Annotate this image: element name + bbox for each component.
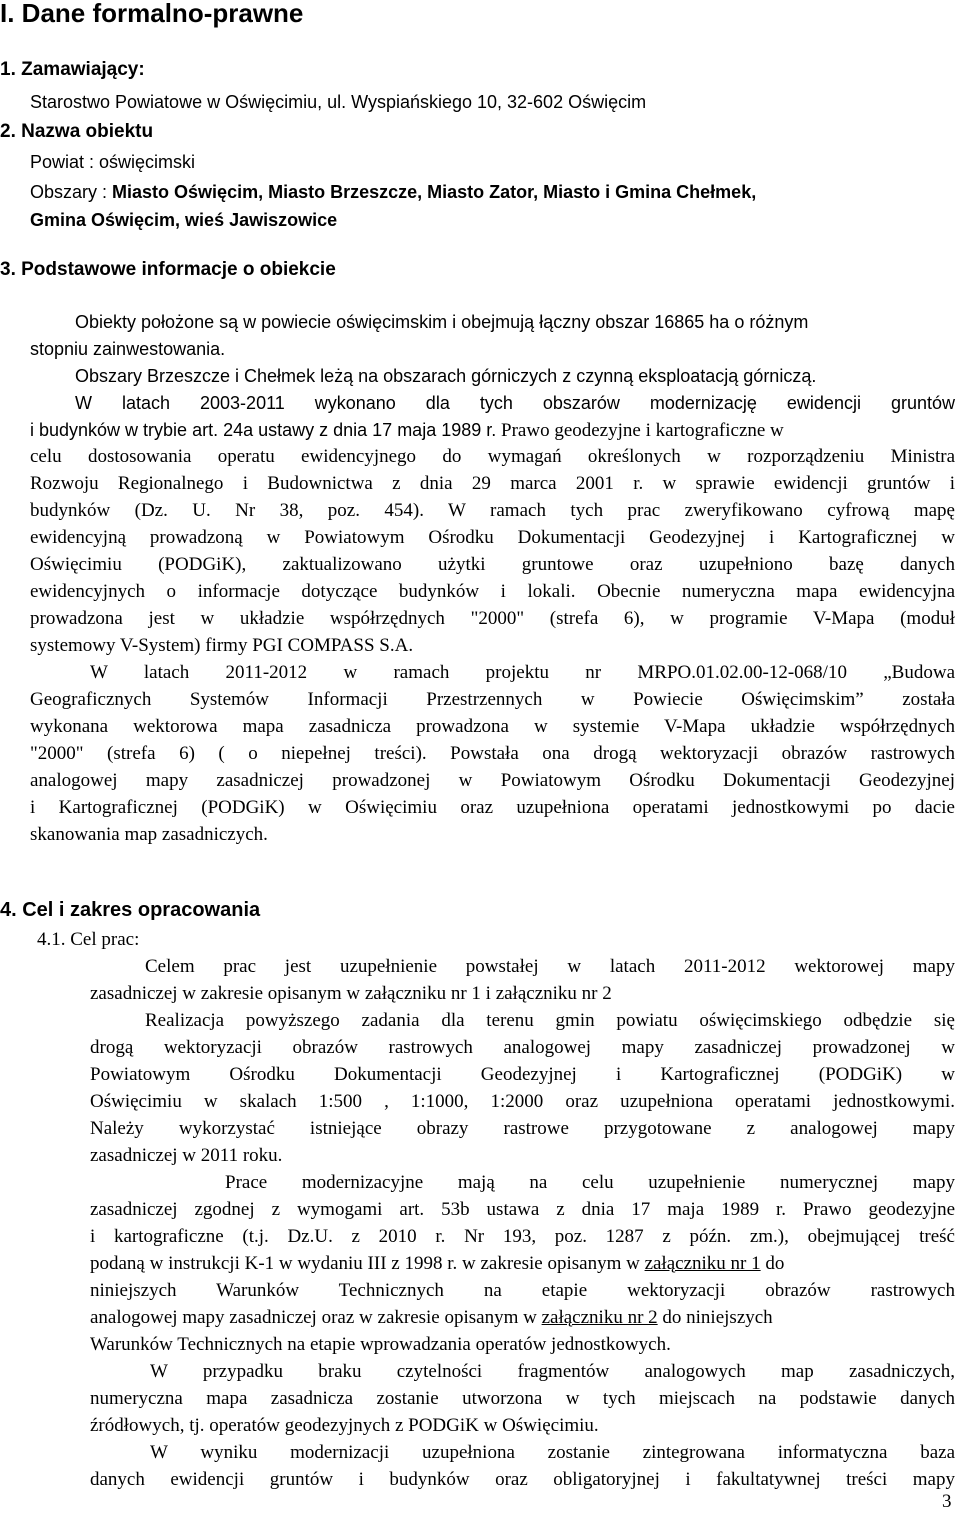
section-1-text: Starostwo Powiatowe w Oświęcimiu, ul. Wyspiańskiego 10, 32-602 Oświęcim [30,92,647,112]
paragraph-line: budynków (Dz. U. Nr 38, poz. 454). W ramach tych prac zweryfikowano cyfrową mapę [30,500,955,521]
document-title: I. Dane formalno-prawne [0,0,304,28]
paragraph-line: źródłowych, tj. operatów geodezyjnych z PODGiK w Oświęcimiu. [90,1415,599,1436]
paragraph-line: Powiatowym Ośrodku Dokumentacji Geodezyjnej i Kartograficznej (PODGiK) w [90,1064,955,1085]
paragraph-line: Oświęcimiu w skalach 1:500 , 1:1000, 1:2000 oraz uzupełniona operatami jednostkowymi. [90,1091,955,1112]
paragraph-line: "2000" (strefa 6) ( o niepełnej treści). Powstała ona drogą wektoryzacji obrazów rastrowych [30,743,955,764]
section-4-heading: 4. Cel i zakres opracowania [0,899,261,921]
paragraph-line: Rozwoju Regionalnego i Budownictwa z dnia 29 marca 2001 r. w sprawie ewidencji gruntów i [30,473,955,494]
paragraph-line: i kartograficzne (t.j. Dz.U. z 2010 r. Nr 193, poz. 1287 z późn. zm.), obejmującej treść [90,1226,955,1247]
paragraph-line: Warunków Technicznych na etapie wprowadzania operatów jednostkowych. [90,1334,671,1355]
paragraph-line: celu dostosowania operatu ewidencyjnego do wymagań określonych w rozporządzeniu Ministra [30,446,955,467]
page-number: 3 [942,1491,952,1512]
paragraph-line: podaną w instrukcji K-1 w wydaniu III z 1998 r. w zakresie opisanym w załączniku nr 1 do [90,1253,785,1274]
paragraph-line: prowadzona jest w układzie współrzędnych "2000" (strefa 6), w programie V-Mapa (moduł [30,608,955,629]
paragraph-line: W latach 2011-2012 w ramach projektu nr MRPO.01.02.00-12-068/10 „Budowa [90,662,955,683]
section-2-powiat: Powiat : oświęcimski [30,152,196,172]
paragraph-line: zasadniczej zgodnej z wymogami art. 53b ustawa z dnia 17 maja 1989 r. Prawo geodezyjne [90,1199,955,1220]
paragraph-line: niniejszych Warunków Technicznych na etapie wektoryzacji obrazów rastrowych [90,1280,955,1301]
section-2-obszary-cont: Gmina Oświęcim, wieś Jawiszowice [30,210,338,230]
paragraph-line: zasadniczej w zakresie opisanym w załączniku nr 1 i załączniku nr 2 [90,983,612,1004]
section-2-obszary [30,180,756,204]
paragraph-line: ewidencyjnych o informacje dotyczące budynków i lokali. Obecnie numeryczna mapa ewidencyjna [30,581,955,602]
paragraph-line: Obiekty położone są w powiecie oświęcimskim i obejmują łączny obszar 16865 ha o różnym [75,312,809,332]
paragraph-line: Oświęcimiu (PODGiK), zaktualizowano użytki gruntowe oraz uzupełniono bazę danych [30,554,955,575]
attachment-1-link[interactable]: załączniku nr 1 [644,1253,761,1274]
paragraph-line: W latach 2003-2011 wykonano dla tych obszarów modernizację ewidencji gruntów [75,393,955,413]
paragraph-line: W przypadku braku czytelności fragmentów analogowych map zasadniczych, [150,1361,955,1382]
attachment-2-link[interactable]: załączniku nr 2 [541,1307,658,1328]
paragraph-line: i budynków w trybie art. 24a ustawy z dnia 17 maja 1989 r. Prawo geodezyjne i kartograficzne w [30,420,784,441]
obszary-label: Obszary : [30,182,113,202]
paragraph-line: stopniu zainwestowania. [30,339,226,359]
paragraph-line: Prace modernizacyjne mają na celu uzupełnienie numerycznej mapy [225,1172,955,1193]
paragraph-line: Geograficznych Systemów Informacji Przestrzennych w Powiecie Oświęcimskim” została [30,689,955,710]
section-2-heading: 2. Nazwa obiektu [0,121,154,142]
paragraph-line: numeryczna mapa zasadnicza zostanie utworzona w tych miejscach na podstawie danych [90,1388,955,1409]
paragraph-line: skanowania map zasadniczych. [30,824,268,845]
paragraph-line: i Kartograficznej (PODGiK) w Oświęcimiu oraz uzupełniona operatami jednostkowymi po dacie [30,797,955,818]
paragraph-line: Celem prac jest uzupełnienie powstałej w latach 2011-2012 wektorowej mapy [145,956,955,977]
paragraph-line: systemowy V-System) firmy PGI COMPASS S.A. [30,635,414,656]
paragraph-line: ewidencyjną prowadzoną w Powiatowym Ośrodku Dokumentacji Geodezyjnej i Kartograficznej w [30,527,955,548]
paragraph-line: analogowej mapy zasadniczej oraz w zakresie opisanym w załączniku nr 2 do niniejszych [90,1307,773,1328]
paragraph-line: drogą wektoryzacji obrazów rastrowych analogowej mapy zasadniczej prowadzonej w [90,1037,955,1058]
section-3-heading: 3. Podstawowe informacje o obiekcie [0,259,336,280]
paragraph-line: W wyniku modernizacji uzupełniona zostanie zintegrowana informatyczna baza [150,1442,955,1463]
section-1-heading: 1. Zamawiający: [0,59,145,80]
section-4-1-heading: 4.1. Cel prac: [37,929,140,950]
obszary-list: Miasto Oświęcim, Miasto Brzeszcze, Miasto Zator, Miasto i Gmina Chełmek, [112,182,757,202]
paragraph-line: Należy wykorzystać istniejące obrazy rastrowe przygotowane z analogowej mapy [90,1118,955,1139]
paragraph-line: Realizacja powyższego zadania dla terenu gmin powiatu oświęcimskiego odbędzie się [145,1010,955,1031]
paragraph-line: wykonana wektorowa mapa zasadnicza prowadzona w systemie V-Mapa układzie współrzędnych [30,716,955,737]
paragraph-line: zasadniczej w 2011 roku. [90,1145,283,1166]
paragraph-line: danych ewidencji gruntów i budynków oraz obligatoryjnej i fakultatywnej treści mapy [90,1469,955,1490]
paragraph-line: analogowej mapy zasadniczej prowadzonej w Powiatowym Ośrodku Dokumentacji Geodezyjnej [30,770,955,791]
paragraph-line: Obszary Brzeszcze i Chełmek leżą na obszarach górniczych z czynną eksploatacją górniczą. [75,366,817,386]
